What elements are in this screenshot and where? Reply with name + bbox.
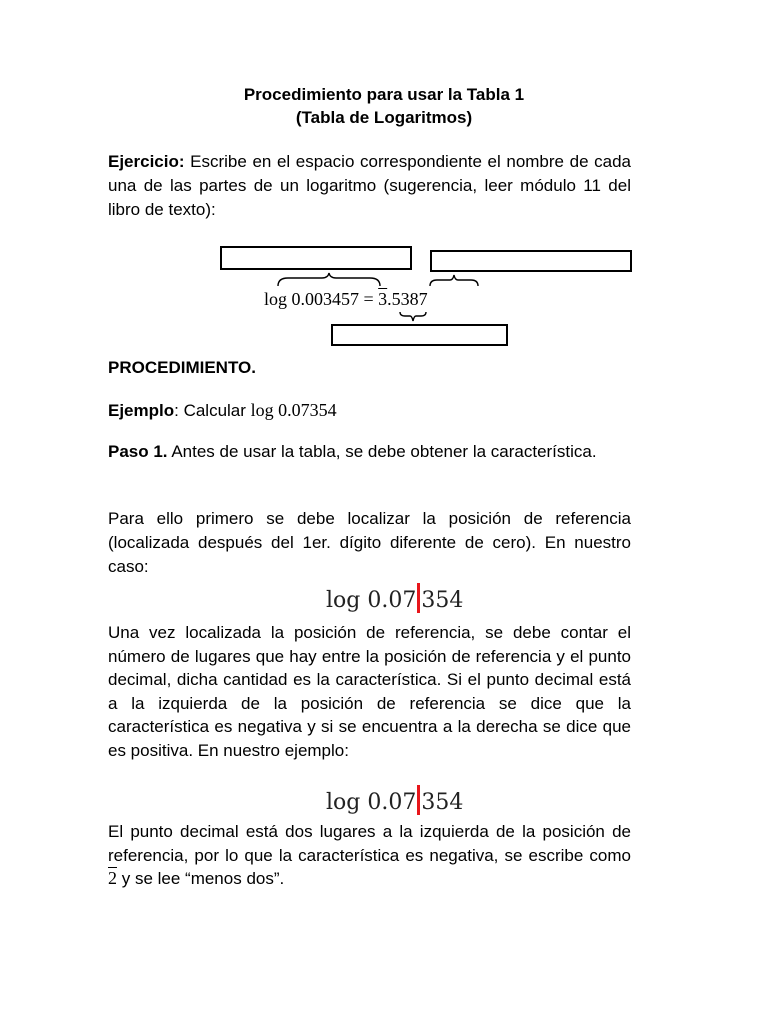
brace-characteristic-icon bbox=[398, 311, 428, 323]
log-image-after-mark: 354 bbox=[421, 588, 464, 613]
reference-paragraph: Para ello primero se debe localizar la posición de referencia (localizada después del 1er. dígito diferente de cero). En nuestro caso: bbox=[108, 509, 631, 576]
answer-box-mantissa[interactable] bbox=[430, 250, 632, 272]
title-line-1: Procedimiento para usar la Tabla 1 bbox=[243, 85, 525, 104]
brace-argument-icon bbox=[276, 272, 382, 288]
log-image-after-mark: 354 bbox=[421, 790, 464, 815]
log-image-before-mark: log 0.07 bbox=[326, 790, 417, 815]
brace-mantissa-icon bbox=[428, 274, 480, 288]
answer-box-argument[interactable] bbox=[220, 246, 412, 270]
example-expression: log 0.07354 bbox=[250, 400, 337, 420]
reference-position-mark bbox=[417, 785, 420, 815]
final-text-2: y se lee “menos dos”. bbox=[117, 869, 285, 888]
log-reference-image-1 bbox=[326, 583, 463, 613]
example-label: Ejemplo bbox=[108, 401, 175, 420]
procedure-heading: PROCEDIMIENTO. bbox=[108, 358, 256, 377]
final-text-1: El punto decimal está dos lugares a la izquierda de la posición de referencia, por lo que la característica es negativa, se escribe como bbox=[108, 822, 631, 865]
logarithm-equation bbox=[264, 289, 428, 310]
step1-paragraph bbox=[108, 440, 631, 464]
reference-position-mark bbox=[417, 583, 420, 613]
example-paragraph bbox=[108, 398, 631, 423]
title-line-2: (Tabla de Logaritmos) bbox=[295, 108, 473, 127]
answer-box-characteristic[interactable] bbox=[331, 324, 508, 346]
exercise-text: Escribe en el espacio correspondiente el nombre de cada una de las partes de un logaritmo (sugerencia, leer módulo 11 del libro de texto): bbox=[108, 152, 631, 219]
mantissa-value: .5387 bbox=[387, 289, 428, 309]
log-word: log bbox=[264, 289, 288, 309]
exercise-label: Ejercicio: bbox=[108, 152, 185, 171]
count-paragraph: Una vez localizada la posición de referencia, se debe contar el número de lugares que hay entre la posición de referencia y el punto decimal, dicha cantidad es la característica. Si el punto decimal está a la izquierda de la posición de referencia se dice que la característica es negativa y si se encuentra a la derecha se dice que es positiva. En nuestro ejemplo: bbox=[108, 623, 631, 760]
step1-label: Paso 1. bbox=[108, 442, 168, 461]
log-image-before-mark: log 0.07 bbox=[326, 588, 417, 613]
exercise-paragraph bbox=[108, 150, 631, 222]
final-paragraph bbox=[108, 820, 631, 891]
log-reference-image-2 bbox=[326, 785, 463, 815]
equals-sign: = bbox=[363, 289, 374, 309]
negative-characteristic: 2 bbox=[108, 868, 117, 888]
example-text: : Calcular bbox=[174, 401, 251, 420]
log-argument: 0.003457 bbox=[291, 289, 360, 309]
characteristic-value: 3 bbox=[378, 289, 388, 309]
step1-text: Antes de usar la tabla, se debe obtener la característica. bbox=[167, 442, 597, 461]
